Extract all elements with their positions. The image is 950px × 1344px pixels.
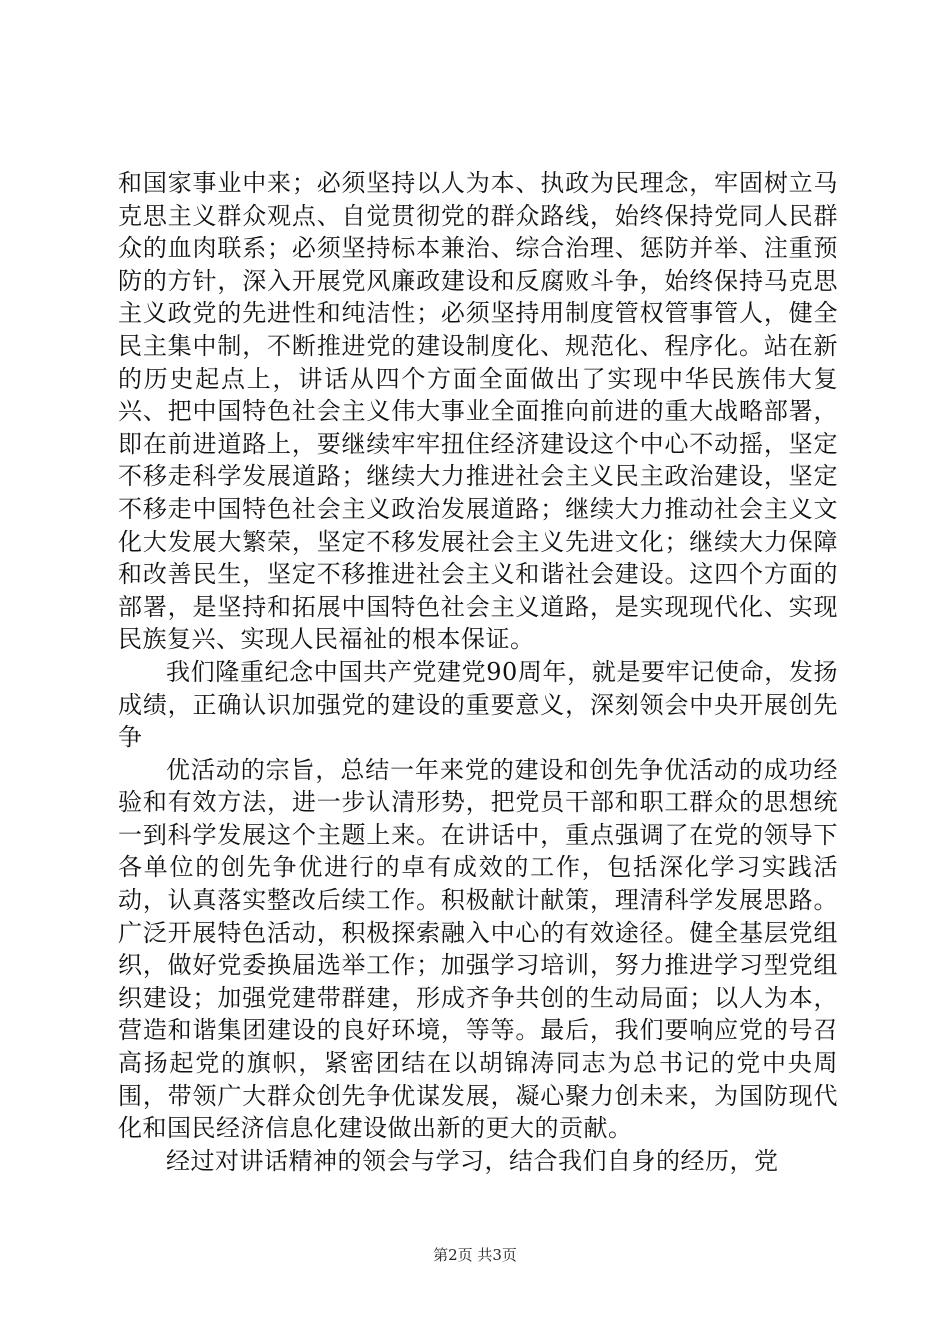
paragraph-2: 我们隆重纪念中国共产党建党90周年，就是要牢记使命，发扬成绩，正确认识加强党的建设的重要意义，深刻领会中央开展创先争	[118, 657, 838, 752]
paragraph-4: 经过对讲话精神的领会与学习，结合我们自身的经历，党	[166, 1146, 779, 1175]
paragraph-3: 优活动的宗旨，总结一年来党的建设和创先争优活动的成功经验和有效方法，进一步认清形势，把党员干部和职工群众的思想统一到科学发展这个主题上来。在讲话中，重点强调了在党的领导下各单位的创先争优进行的卓有成效的工作，包括深化学习实践活动，认真落实整改后续工作。积极献计献策，理清科学发展思路。广泛开展特色活动，积极探索融入中心的有效途径。健全基层党组织，做好党委换届选举工作；加强学习培训，努力推进学习型党组织建设；加强党建带群建，形成齐争共创的生动局面；以人为本，营造和谐集团建设的良好环境，等等。最后，我们要响应党的号召高扬起党的旗帜，紧密团结在以胡锦涛同志为总书记的党中央周围，带领广大群众创先争优谋发展，凝心聚力创未来，为国防现代化和国民经济信息化建设做出新的更大的贡献。	[118, 755, 838, 1143]
document-body	[118, 167, 838, 1177]
paragraph-1: 和国家事业中来；必须坚持以人为本、执政为民理念，牢固树立马克思主义群众观点、自觉贯彻党的群众路线，始终保持党同人民群众的血肉联系；必须坚持标本兼治、综合治理、惩防并举、注重预防的方针，深入开展党风廉政建设和反腐败斗争，始终保持马克思主义政党的先进性和纯洁性；必须坚持用制度管权管事管人，健全民主集中制，不断推进党的建设制度化、规范化、程序化。站在新的历史起点上，讲话从四个方面全面做出了实现中华民族伟大复兴、把中国特色社会主义伟大事业全面推向前进的重大战略部署，即在前进道路上，要继续牢牢扭住经济建设这个中心不动摇，坚定不移走科学发展道路；继续大力推进社会主义民主政治建设，坚定不移走中国特色社会主义政治发展道路；继续大力推动社会主义文化大发展大繁荣，坚定不移发展社会主义先进文化；继续大力保障和改善民生，坚定不移推进社会主义和谐社会建设。这四个方面的部署，是坚持和拓展中国特色社会主义道路，是实现现代化、实现民族复兴、实现人民福祉的根本保证。	[118, 169, 838, 654]
page-number-footer: 第2页 共3页	[433, 1246, 517, 1264]
